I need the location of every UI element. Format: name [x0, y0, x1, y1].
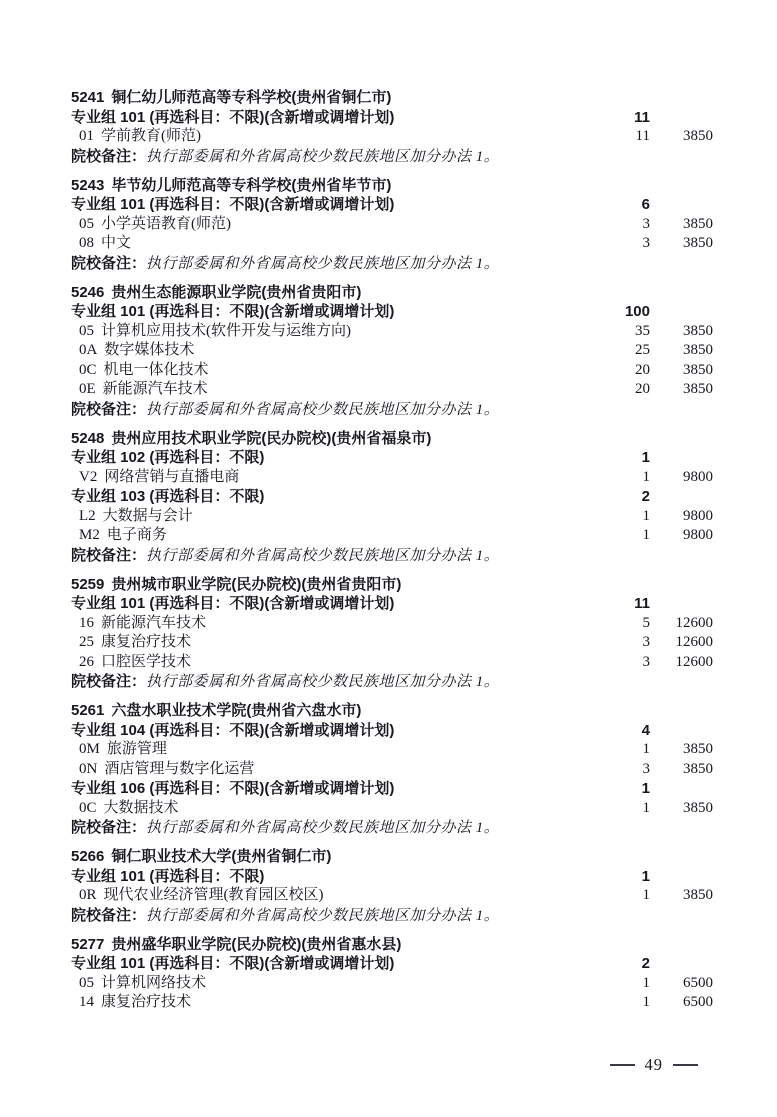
major-row — [71, 234, 713, 254]
major-name: 中文 — [101, 235, 132, 251]
school-note-text: 执行部委属和外省属高校少数民族地区加分办法 1。 — [146, 148, 500, 165]
major-name: 酒店管理与数字化运营 — [104, 760, 255, 777]
major-row — [71, 974, 713, 994]
school-section — [71, 429, 713, 566]
major-code: 0E — [79, 381, 96, 397]
major-label — [71, 322, 605, 342]
major-group-quota: 6 — [641, 196, 650, 213]
major-fee: 12600 — [675, 653, 713, 670]
school-title — [71, 847, 713, 867]
major-fee: 3850 — [683, 215, 713, 232]
major-group-label: 专业组 101 (再选科目：不限)(含新增或调增计划) — [71, 595, 395, 612]
major-code: 25 — [79, 634, 94, 650]
major-group-label: 专业组 104 (再选科目：不限)(含新增或调增计划) — [71, 721, 395, 739]
school-section — [71, 283, 713, 420]
major-list — [71, 614, 713, 673]
major-quota: 1 — [642, 741, 650, 757]
school-code: 5241 — [71, 89, 105, 106]
major-row — [71, 380, 713, 400]
major-name: 计算机网络技术 — [101, 974, 207, 991]
major-code: 0N — [79, 760, 98, 777]
major-code: 05 — [79, 215, 94, 232]
major-quota: 20 — [635, 381, 650, 397]
major-row — [71, 633, 713, 653]
school-note-label: 院校备注： — [71, 147, 147, 165]
major-group — [71, 721, 713, 780]
school-note-text: 执行部委属和外省属高校少数民族地区加分办法 1。 — [146, 907, 500, 924]
major-fee: 3850 — [683, 760, 713, 777]
major-group-label: 专业组 102 (再选科目：不限) — [71, 449, 265, 466]
major-group-quota: 11 — [634, 595, 650, 612]
school-section — [71, 575, 713, 693]
major-row — [71, 341, 713, 361]
major-group-label: 专业组 101 (再选科目：不限)(含新增或调增计划) — [71, 955, 395, 972]
major-quota: 1 — [642, 468, 650, 485]
school-note — [71, 672, 713, 692]
major-group — [71, 779, 713, 818]
school-note-text: 执行部委属和外省属高校少数民族地区加分办法 1。 — [146, 255, 500, 272]
major-code: 0C — [79, 799, 97, 816]
major-fee: 3850 — [683, 361, 713, 378]
school-code: 5246 — [71, 283, 105, 301]
major-group-header — [71, 448, 713, 468]
major-groups — [71, 195, 713, 254]
major-label — [71, 234, 605, 254]
school-code: 5248 — [71, 429, 105, 447]
major-row — [71, 799, 713, 819]
major-list — [71, 886, 713, 906]
major-group-label: 专业组 101 (再选科目：不限) — [71, 867, 265, 885]
major-groups — [71, 954, 713, 1013]
major-quota: 3 — [642, 653, 650, 670]
major-row — [71, 127, 713, 147]
major-name: 大数据技术 — [103, 799, 179, 816]
major-group-quota: 1 — [641, 780, 650, 797]
major-group-header — [71, 487, 713, 507]
major-row — [71, 526, 713, 546]
school-note — [71, 147, 713, 167]
major-label — [71, 993, 605, 1013]
school-note — [71, 254, 713, 274]
major-quota: 5 — [642, 614, 650, 631]
major-label — [71, 215, 605, 235]
page-number — [600, 1055, 709, 1075]
page-number-dash-left — [610, 1064, 635, 1066]
major-row — [71, 468, 713, 488]
school-note-text: 执行部委属和外省属高校少数民族地区加分办法 1。 — [146, 674, 500, 690]
major-group-quota: 2 — [641, 955, 650, 972]
school-title — [71, 701, 713, 721]
major-fee: 9800 — [683, 527, 713, 543]
school-name: 铜仁职业技术大学(贵州省铜仁市) — [111, 848, 332, 865]
major-quota: 1 — [642, 527, 650, 543]
major-group-header — [71, 108, 713, 128]
major-fee: 3850 — [683, 381, 713, 397]
page-number-dash-right — [673, 1064, 698, 1066]
major-list — [71, 740, 713, 779]
major-row — [71, 361, 713, 381]
school-note-text: 执行部委属和外省属高校少数民族地区加分办法 1。 — [146, 401, 500, 418]
school-name: 毕节幼儿师范高等专科学校(贵州省毕节市) — [111, 176, 392, 194]
school-name: 贵州盛华职业学院(民办院校)(贵州省惠水县) — [111, 935, 402, 953]
major-name: 口腔医学技术 — [101, 653, 192, 670]
major-quota: 1 — [642, 799, 650, 816]
school-name: 贵州城市职业学院(民办院校)(贵州省贵阳市) — [111, 575, 402, 593]
major-label — [71, 468, 605, 488]
school-code: 5243 — [71, 176, 105, 194]
major-code: 0A — [79, 342, 98, 358]
major-name: 新能源汽车技术 — [102, 381, 208, 397]
school-section — [71, 935, 713, 1013]
major-row — [71, 760, 713, 780]
school-code: 5261 — [71, 702, 105, 719]
major-row — [71, 215, 713, 235]
major-group — [71, 487, 713, 546]
major-groups — [71, 448, 713, 546]
major-label — [71, 653, 605, 673]
major-group-label: 专业组 103 (再选科目：不限) — [71, 488, 265, 505]
major-quota: 35 — [635, 322, 650, 339]
major-group — [71, 954, 713, 1013]
major-group — [71, 448, 713, 487]
major-code: 0M — [79, 741, 100, 757]
major-fee: 3850 — [683, 887, 713, 903]
major-label — [71, 633, 605, 653]
major-fee: 6500 — [683, 974, 713, 991]
school-section — [71, 176, 713, 274]
school-title — [71, 176, 713, 196]
major-row — [71, 886, 713, 906]
major-groups — [71, 721, 713, 819]
major-row — [71, 993, 713, 1013]
major-quota: 25 — [635, 342, 650, 358]
major-row — [71, 322, 713, 342]
major-group-quota: 4 — [641, 721, 650, 739]
major-name: 数字媒体技术 — [104, 342, 195, 358]
major-group-label: 专业组 101 (再选科目：不限)(含新增或调增计划) — [71, 196, 395, 213]
major-list — [71, 127, 713, 147]
major-row — [71, 614, 713, 634]
major-list — [71, 799, 713, 819]
major-name: 现代农业经济管理(教育园区校区) — [103, 887, 324, 903]
major-group-label: 专业组 101 (再选科目：不限)(含新增或调增计划) — [71, 108, 395, 126]
major-code: 05 — [79, 974, 94, 991]
major-label — [71, 974, 605, 994]
major-code: 26 — [79, 653, 94, 670]
school-note — [71, 400, 713, 420]
school-note-label: 院校备注： — [71, 906, 147, 924]
major-group — [71, 302, 713, 400]
major-label — [71, 740, 605, 760]
major-quota: 3 — [642, 634, 650, 650]
major-group-header — [71, 721, 713, 741]
school-section — [71, 701, 713, 838]
school-note-label: 院校备注： — [71, 819, 147, 836]
major-quota: 3 — [642, 215, 650, 232]
major-quota: 1 — [642, 887, 650, 903]
major-group-quota: 11 — [634, 108, 650, 126]
major-label — [71, 526, 605, 546]
school-title — [71, 88, 713, 108]
major-label — [71, 799, 605, 819]
major-quota: 20 — [635, 361, 650, 378]
major-code: M2 — [79, 527, 100, 543]
major-code: V2 — [79, 468, 98, 485]
major-quota: 11 — [635, 128, 650, 144]
major-name: 机电一体化技术 — [103, 361, 209, 378]
major-fee: 12600 — [675, 614, 713, 631]
major-fee: 12600 — [675, 634, 713, 650]
major-list — [71, 974, 713, 1013]
major-groups — [71, 867, 713, 906]
school-note-text: 执行部委属和外省属高校少数民族地区加分办法 1。 — [146, 820, 500, 836]
major-group-quota: 1 — [641, 867, 650, 885]
major-group — [71, 867, 713, 906]
major-name: 小学英语教育(师范) — [101, 215, 231, 232]
major-group-header — [71, 779, 713, 799]
major-code: 01 — [79, 128, 94, 144]
major-groups — [71, 108, 713, 147]
school-name: 六盘水职业技术学院(贵州省六盘水市) — [111, 702, 362, 719]
major-label — [71, 886, 605, 906]
major-label — [71, 341, 605, 361]
major-group-label: 专业组 106 (再选科目：不限)(含新增或调增计划) — [71, 780, 395, 797]
major-group-label: 专业组 101 (再选科目：不限)(含新增或调增计划) — [71, 303, 395, 320]
major-label — [71, 614, 605, 634]
school-note — [71, 546, 713, 566]
major-name: 大数据与会计 — [102, 507, 193, 524]
major-quota: 1 — [642, 507, 650, 524]
page-number-value: 49 — [644, 1055, 663, 1074]
major-label — [71, 127, 605, 147]
school-title — [71, 935, 713, 955]
school-note — [71, 906, 713, 926]
major-group — [71, 594, 713, 672]
school-section — [71, 847, 713, 926]
major-fee: 9800 — [683, 468, 713, 485]
major-group-quota: 2 — [641, 488, 650, 505]
major-list — [71, 215, 713, 254]
major-list — [71, 507, 713, 546]
school-name: 贵州应用技术职业学院(民办院校)(贵州省福泉市) — [111, 429, 432, 447]
school-title — [71, 429, 713, 449]
major-label — [71, 760, 605, 780]
school-note-label: 院校备注： — [71, 673, 147, 690]
major-name: 计算机应用技术(软件开发与运维方向) — [101, 322, 351, 339]
major-code: 05 — [79, 322, 94, 339]
major-group-header — [71, 594, 713, 614]
school-note-label: 院校备注： — [71, 254, 147, 272]
major-fee: 3850 — [683, 741, 713, 757]
major-row — [71, 740, 713, 760]
major-code: 0R — [79, 887, 97, 903]
major-fee: 3850 — [683, 342, 713, 358]
major-group-header — [71, 195, 713, 215]
major-group — [71, 108, 713, 147]
major-quota: 3 — [642, 760, 650, 777]
major-group-quota: 100 — [624, 303, 650, 320]
major-row — [71, 507, 713, 527]
admission-plan-list — [71, 88, 713, 1022]
major-groups — [71, 302, 713, 400]
major-name: 新能源汽车技术 — [101, 614, 207, 631]
major-fee: 3850 — [683, 322, 713, 339]
major-group-header — [71, 302, 713, 322]
major-fee: 3850 — [683, 235, 713, 251]
major-name: 旅游管理 — [106, 741, 167, 757]
major-fee: 3850 — [683, 128, 713, 144]
major-group — [71, 195, 713, 254]
major-quota: 3 — [642, 235, 650, 251]
major-row — [71, 653, 713, 673]
major-label — [71, 507, 605, 527]
school-code: 5259 — [71, 575, 105, 593]
major-code: L2 — [79, 507, 96, 524]
school-section — [71, 88, 713, 167]
school-note-label: 院校备注： — [71, 400, 147, 418]
school-note — [71, 818, 713, 838]
school-name: 铜仁幼儿师范高等专科学校(贵州省铜仁市) — [111, 89, 392, 106]
school-code: 5277 — [71, 935, 105, 953]
major-name: 网络营销与直播电商 — [104, 468, 240, 485]
major-label — [71, 380, 605, 400]
school-title — [71, 575, 713, 595]
school-note-text: 执行部委属和外省属高校少数民族地区加分办法 1。 — [146, 547, 500, 564]
major-list — [71, 322, 713, 400]
major-group-header — [71, 954, 713, 974]
school-note-label: 院校备注： — [71, 546, 147, 564]
major-group-quota: 1 — [641, 449, 650, 466]
school-code: 5266 — [71, 848, 105, 865]
major-code: 08 — [79, 235, 94, 251]
major-label — [71, 361, 605, 381]
school-name: 贵州生态能源职业学院(贵州省贵阳市) — [111, 283, 362, 301]
major-name: 康复治疗技术 — [101, 994, 192, 1010]
major-code: 0C — [79, 361, 97, 378]
school-title — [71, 283, 713, 303]
major-fee: 9800 — [683, 507, 713, 524]
major-name: 康复治疗技术 — [101, 634, 192, 650]
major-group-header — [71, 867, 713, 887]
major-fee: 6500 — [683, 994, 713, 1010]
major-list — [71, 468, 713, 488]
major-code: 16 — [79, 614, 94, 631]
major-name: 电子商务 — [106, 527, 167, 543]
major-fee: 3850 — [683, 799, 713, 816]
major-name: 学前教育(师范) — [101, 128, 201, 144]
major-groups — [71, 594, 713, 672]
major-code: 14 — [79, 994, 94, 1010]
major-quota: 1 — [642, 974, 650, 991]
major-quota: 1 — [642, 994, 650, 1010]
